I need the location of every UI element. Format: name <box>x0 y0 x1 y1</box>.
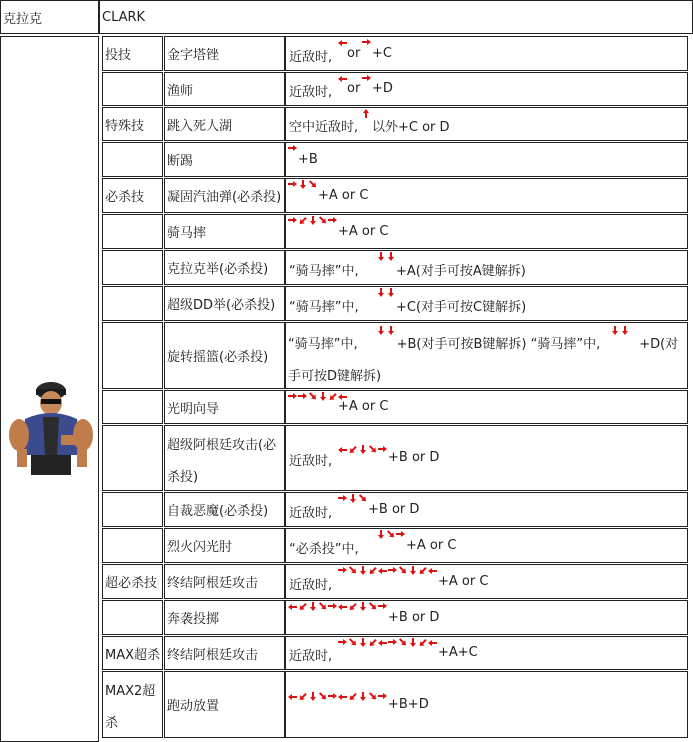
command-cell <box>285 390 688 424</box>
move-category: 超必杀技 <box>105 576 158 591</box>
direction-arrow-icon <box>366 636 379 649</box>
command-input: +A+C <box>438 645 478 660</box>
move-name-cell <box>164 142 285 177</box>
category-cell <box>102 528 163 563</box>
direction-arrow-icon <box>326 390 339 403</box>
move-name-cell <box>164 564 285 599</box>
character-name-en: CLARK <box>102 9 146 25</box>
move-name-cell <box>164 671 285 738</box>
input-sequence <box>376 288 395 298</box>
move-name-cell <box>164 636 285 670</box>
input-sequence <box>288 144 297 154</box>
command-input: +A or C <box>338 399 389 414</box>
direction-arrow-icon <box>296 214 309 227</box>
input-sequence <box>610 326 629 336</box>
category-cell <box>102 671 163 738</box>
character-name-en-cell <box>99 0 693 34</box>
command-cell <box>285 425 688 491</box>
input-sequence <box>376 326 395 336</box>
direction-arrow-icon <box>288 180 297 189</box>
move-name-cell <box>164 390 285 424</box>
portrait-cell <box>0 36 99 742</box>
move-name-cell <box>164 425 285 491</box>
command-input: or <box>347 46 361 61</box>
input-sequence <box>338 638 437 648</box>
command-cell <box>285 107 688 141</box>
command-prefix: “骑马摔”中, <box>289 264 359 279</box>
move-name: 自裁恶魔(必杀投) <box>167 504 269 519</box>
command-cell <box>285 671 688 738</box>
direction-arrow-icon <box>386 288 395 297</box>
direction-arrow-icon <box>386 252 395 261</box>
input-sequence <box>338 445 387 455</box>
category-cell <box>102 142 163 177</box>
direction-arrow-icon <box>338 74 347 83</box>
category-cell <box>102 600 163 635</box>
direction-arrow-icon <box>396 636 409 649</box>
command-cell <box>285 178 688 213</box>
category-cell <box>102 492 163 527</box>
move-category: 必杀技 <box>105 190 145 205</box>
command-prefix: 近敌时, <box>289 506 333 521</box>
direction-arrow-icon <box>296 600 309 613</box>
command-prefix: 近敌时, <box>289 578 333 593</box>
direction-arrow-icon <box>378 602 387 611</box>
direction-arrow-icon <box>306 390 319 403</box>
direction-arrow-icon <box>288 392 297 401</box>
category-cell <box>102 250 163 285</box>
move-name: 克拉克举(必杀投) <box>167 262 269 277</box>
direction-arrow-icon <box>346 564 359 577</box>
command-cell <box>285 636 688 670</box>
direction-arrow-icon <box>376 326 385 335</box>
command-input: +B <box>298 152 318 167</box>
move-name-cell <box>164 322 285 389</box>
move-category: 投技 <box>105 48 132 63</box>
direction-arrow-icon <box>316 600 329 613</box>
direction-arrow-icon <box>346 600 359 613</box>
move-name: 断踢 <box>167 154 194 169</box>
direction-arrow-icon <box>306 178 319 191</box>
command-prefix: 近敌时, <box>289 85 333 100</box>
move-category: MAX超杀 <box>105 647 161 663</box>
direction-arrow-icon <box>366 690 379 703</box>
direction-arrow-icon <box>338 494 347 503</box>
move-category: MAX2超杀 <box>105 684 156 731</box>
direction-arrow-icon <box>338 392 347 401</box>
command-prefix: “骑马摔”中, <box>289 300 359 315</box>
input-sequence <box>362 38 371 48</box>
command-input: +C(对手可按C键解拆) <box>396 300 527 315</box>
move-name-cell <box>164 600 285 635</box>
move-name-cell <box>164 178 285 213</box>
direction-arrow-icon <box>296 690 309 703</box>
category-cell <box>102 425 163 491</box>
category-cell <box>102 636 163 670</box>
direction-arrow-icon <box>328 216 337 225</box>
command-cell <box>285 36 688 71</box>
move-name: 金字塔锉 <box>167 48 220 63</box>
command-cell <box>285 322 688 389</box>
input-sequence <box>288 392 347 402</box>
direction-arrow-icon <box>356 492 369 505</box>
move-name-cell <box>164 492 285 527</box>
command-text: “骑马摔”中, +B(对手可按B键解拆) “骑马摔”中, +D(对手可按D键解拆) <box>288 337 679 384</box>
input-sequence <box>338 38 347 48</box>
command-input: +D <box>372 81 393 96</box>
input-sequence <box>362 74 371 84</box>
input-sequence <box>338 566 437 576</box>
direction-arrow-icon <box>428 638 437 647</box>
command-cell <box>285 250 688 285</box>
direction-arrow-icon <box>328 602 337 611</box>
input-sequence <box>338 494 367 504</box>
direction-arrow-icon <box>386 326 395 335</box>
input-sequence <box>376 530 405 540</box>
command-input: +B+D <box>388 697 429 712</box>
direction-arrow-icon <box>378 692 387 701</box>
command-cell <box>285 528 688 563</box>
command-input: +B or D <box>388 610 440 625</box>
direction-arrow-icon <box>288 144 297 153</box>
command-input: +A or C <box>318 188 369 203</box>
command-input: 以外+C or D <box>372 120 450 135</box>
character-name-cell <box>0 0 99 34</box>
direction-arrow-icon <box>366 443 379 456</box>
move-name: 跑动放置 <box>167 699 220 714</box>
category-cell <box>102 564 163 599</box>
move-category: 特殊技 <box>105 118 145 134</box>
move-name-cell <box>164 107 285 141</box>
move-name-cell <box>164 250 285 285</box>
move-name: 烈火闪光肘 <box>167 540 233 555</box>
move-name: 超级阿根廷攻击(必杀投) <box>167 438 277 485</box>
move-name: 光明向导 <box>167 401 220 417</box>
direction-arrow-icon <box>376 288 385 297</box>
category-cell <box>102 72 163 106</box>
direction-arrow-icon <box>362 109 371 118</box>
move-name: 超级DD举(必杀投) <box>167 298 276 313</box>
command-cell <box>285 564 688 599</box>
move-name: 旋转摇篮(必杀投) <box>167 350 269 365</box>
command-cell <box>285 72 688 106</box>
command-prefix: “必杀投”中, <box>289 542 359 557</box>
input-sequence <box>288 180 317 190</box>
command-cell <box>285 214 688 249</box>
direction-arrow-icon <box>428 566 437 575</box>
direction-arrow-icon <box>610 326 619 335</box>
direction-arrow-icon <box>416 564 429 577</box>
input-sequence <box>288 602 387 612</box>
command-prefix: 近敌时, <box>289 649 333 664</box>
direction-arrow-icon <box>316 214 329 227</box>
command-cell <box>285 286 688 321</box>
command-prefix: 空中近敌时, <box>289 120 359 135</box>
category-cell <box>102 390 163 424</box>
clark-portrait <box>3 377 97 475</box>
command-input: +A or C <box>338 224 389 239</box>
category-cell <box>102 214 163 249</box>
move-name: 渔师 <box>167 83 194 99</box>
direction-arrow-icon <box>366 564 379 577</box>
move-name: 跳入死人湖 <box>167 118 233 134</box>
move-name-cell <box>164 214 285 249</box>
direction-arrow-icon <box>316 690 329 703</box>
command-input: +A(对手可按A键解拆) <box>396 264 526 279</box>
input-sequence <box>338 74 347 84</box>
direction-arrow-icon <box>346 690 359 703</box>
direction-arrow-icon <box>362 38 371 47</box>
move-name-cell <box>164 286 285 321</box>
input-sequence <box>288 216 337 226</box>
direction-arrow-icon <box>416 636 429 649</box>
command-input: +B or D <box>388 450 440 465</box>
direction-arrow-icon <box>346 636 359 649</box>
command-cell <box>285 142 688 177</box>
move-name: 终结阿根廷攻击 <box>167 647 259 663</box>
direction-arrow-icon <box>620 326 629 335</box>
input-sequence <box>376 252 395 262</box>
move-name: 骑马摔 <box>167 226 207 241</box>
command-cell <box>285 600 688 635</box>
character-name: 克拉克 <box>3 11 43 27</box>
command-input: +A or C <box>406 538 457 553</box>
move-name-cell <box>164 528 285 563</box>
move-name: 凝固汽油弹(必杀投) <box>167 190 282 205</box>
input-sequence <box>288 692 387 702</box>
input-sequence <box>362 109 371 119</box>
move-name: 奔袭投掷 <box>167 612 220 627</box>
command-input: +C <box>372 46 392 61</box>
move-name: 终结阿根廷攻击 <box>167 576 259 591</box>
direction-arrow-icon <box>362 74 371 83</box>
direction-arrow-icon <box>338 38 347 47</box>
direction-arrow-icon <box>384 528 397 541</box>
command-prefix: 近敌时, <box>289 454 333 469</box>
command-input: or <box>347 81 361 96</box>
category-cell <box>102 36 163 71</box>
direction-arrow-icon <box>378 566 387 575</box>
category-cell <box>102 322 163 389</box>
direction-arrow-icon <box>396 564 409 577</box>
direction-arrow-icon <box>378 638 387 647</box>
direction-arrow-icon <box>366 600 379 613</box>
move-name-cell <box>164 36 285 71</box>
category-cell <box>102 107 163 141</box>
command-input: +B or D <box>368 502 420 517</box>
command-cell <box>285 492 688 527</box>
direction-arrow-icon <box>396 530 405 539</box>
category-cell <box>102 178 163 213</box>
command-input: +A or C <box>438 574 489 589</box>
command-prefix: 近敌时, <box>289 50 333 65</box>
category-cell <box>102 286 163 321</box>
direction-arrow-icon <box>346 443 359 456</box>
direction-arrow-icon <box>378 445 387 454</box>
move-name-cell <box>164 72 285 106</box>
direction-arrow-icon <box>376 252 385 261</box>
direction-arrow-icon <box>328 692 337 701</box>
